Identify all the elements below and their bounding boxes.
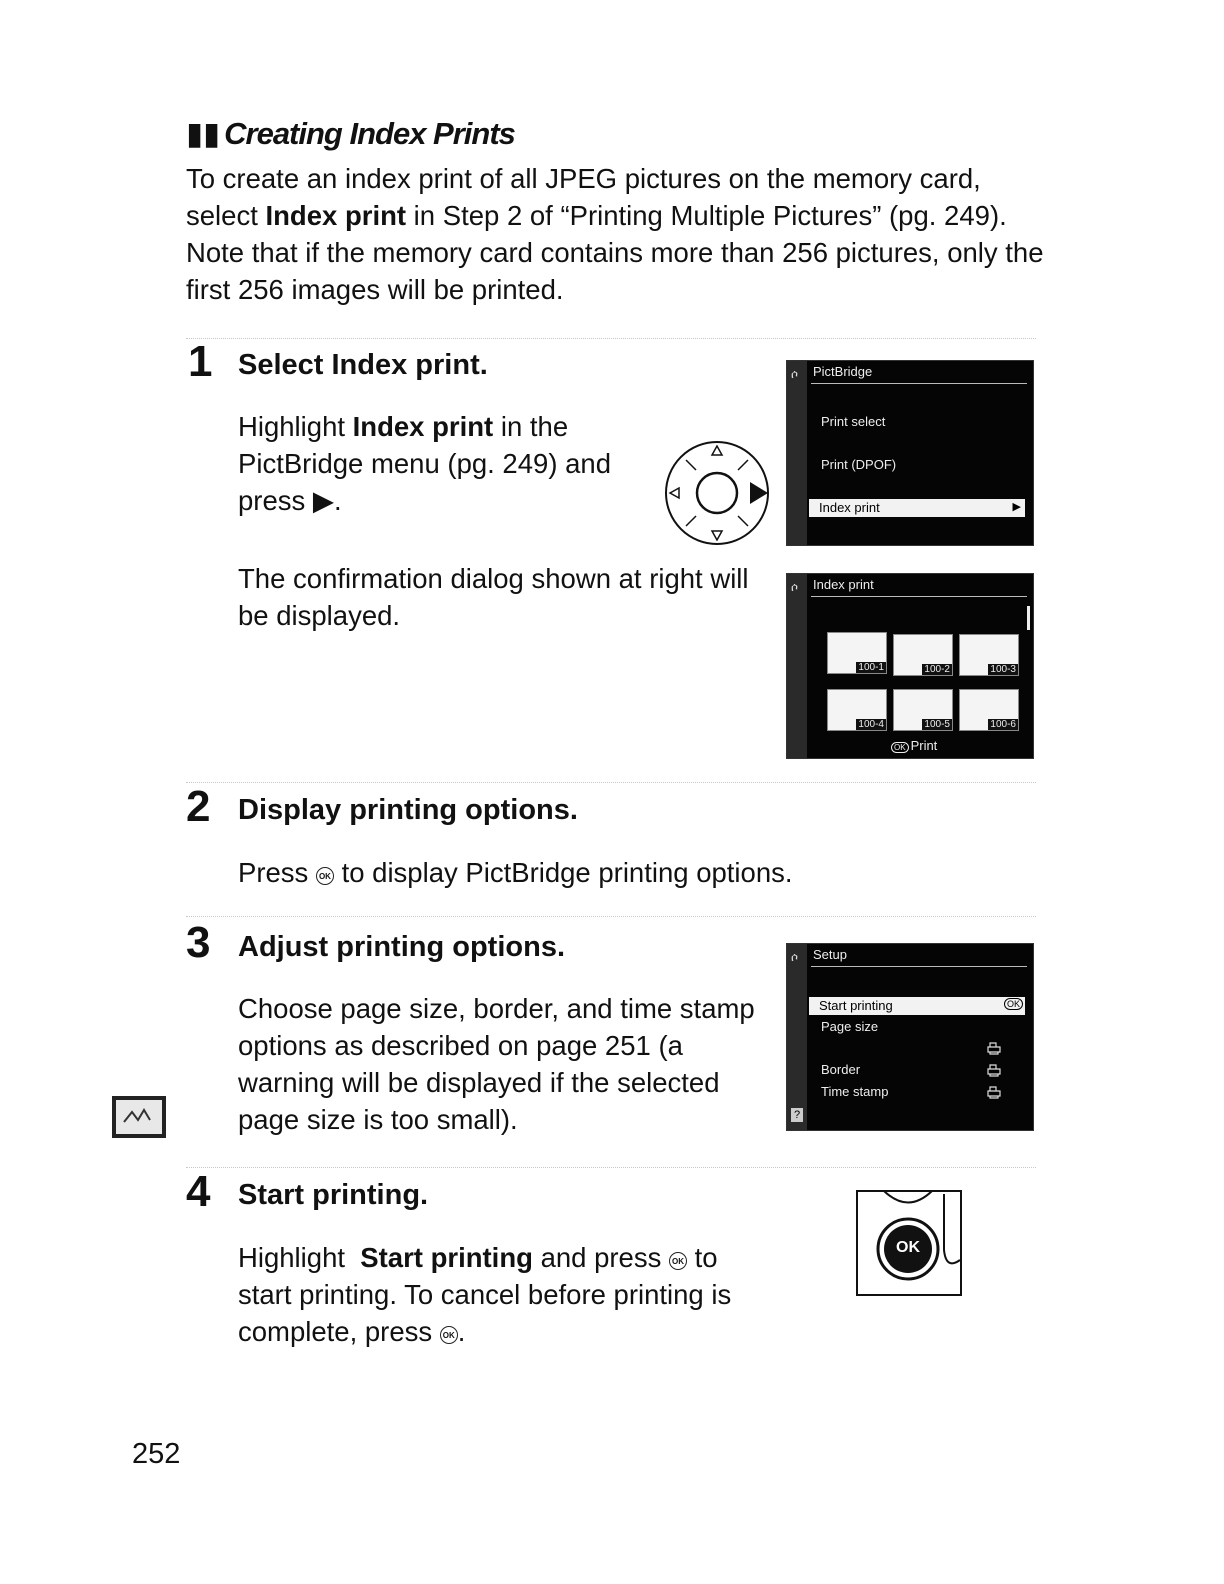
ok-button-icon: OK: [1004, 998, 1023, 1010]
ok-button-icon: OK: [669, 1252, 687, 1270]
step-1-title-post: .: [479, 349, 488, 381]
screen-title: Index print: [813, 577, 874, 592]
thumbnail[interactable]: [827, 632, 887, 674]
step-2-number: 2: [186, 782, 211, 831]
ok-button-label[interactable]: OK: [896, 1239, 920, 1256]
intro-text: To create an index print of all JPEG pictures on the memory card, select: [186, 163, 981, 231]
thumbnail[interactable]: [893, 634, 953, 676]
step-2-text-pre: Press: [238, 857, 316, 888]
menu-item-time-stamp[interactable]: Time stamp: [821, 1084, 889, 1099]
menu-item-index-print[interactable]: [809, 499, 1025, 517]
menu-item-label: Start printing: [819, 998, 893, 1013]
thumbnail-label: 100-4: [858, 719, 884, 730]
step-2-text-post: to display PictBridge printing options.: [333, 857, 793, 888]
intro-text-rest: in Step 2 of “Printing Multiple Pictures” (pg. 249). Note that if the memory card contains more than 256 pictures, only the first 256 images will be printed.: [186, 200, 1044, 305]
menu-item-page-size[interactable]: Page size: [821, 1019, 879, 1034]
step-2-text: [238, 854, 998, 891]
ok-button-illustration: [856, 1190, 964, 1298]
screen-sidebar: [787, 574, 807, 758]
title-underline: [811, 966, 1027, 967]
help-icon[interactable]: ?: [791, 1108, 803, 1122]
step-2-title: Display printing options.: [238, 794, 578, 826]
title-underline: [811, 383, 1027, 384]
section-marker: ▮▮: [186, 116, 221, 151]
step-1-text-post: in the PictBridge menu (pg. 249) and press ▶.: [238, 411, 611, 516]
step-1-text-pre: Highlight: [238, 411, 353, 442]
index-print-screen: [786, 573, 1034, 759]
setup-screen: [786, 943, 1034, 1131]
thumbnail-label: 100-5: [924, 719, 950, 730]
printer-default-icon: [987, 1085, 1001, 1099]
step-1-text: [238, 408, 648, 519]
screen-sidebar: [787, 944, 807, 1130]
multi-selector-icon: [662, 438, 772, 548]
thumbnail-label: 100-3: [990, 664, 1016, 675]
menu-item-print-select[interactable]: Print select: [821, 414, 886, 429]
thumbnail[interactable]: [959, 689, 1019, 731]
ok-print-hint: [891, 738, 937, 753]
menu-item-border[interactable]: Border: [821, 1062, 861, 1077]
print-chapter-tab-icon: [112, 1096, 166, 1138]
step-1-title-pre: Select: [238, 349, 332, 381]
step-3-number: 3: [186, 918, 211, 967]
right-arrow-icon: ▶: [1012, 501, 1021, 513]
screen-title: Setup: [813, 947, 847, 962]
printer-default-icon: [987, 1041, 1001, 1055]
thumbnail-label: 100-6: [990, 719, 1016, 730]
section-title: [186, 116, 515, 152]
ok-print-label: Print: [910, 738, 938, 753]
step-4-text-bold: Start printing: [360, 1242, 533, 1273]
divider: [186, 1167, 1036, 1168]
step-1-text-2: The confirmation dialog shown at right will be displayed.: [238, 563, 749, 631]
step-4-text-mid2: to start printing. To cancel before printing is complete, press: [238, 1242, 732, 1347]
printer-default-icon: [987, 1063, 1001, 1077]
menu-item-print-dpof[interactable]: Print (DPOF): [821, 457, 897, 472]
divider: [186, 916, 1036, 917]
step-3-title: Adjust printing options.: [238, 931, 566, 963]
scrollbar[interactable]: [1027, 606, 1030, 630]
ok-button-icon: OK: [316, 867, 334, 885]
thumbnail[interactable]: [827, 689, 887, 731]
step-4-text: [238, 1239, 778, 1350]
screen-title: PictBridge: [813, 364, 873, 379]
section-title-text: Creating Index Prints: [224, 116, 515, 151]
ok-button-icon: OK: [440, 1326, 458, 1344]
page-number: 252: [132, 1438, 181, 1470]
intro-bold: Index print: [265, 200, 407, 231]
thumbnail-label: 100-2: [924, 664, 950, 675]
thumbnail[interactable]: [893, 689, 953, 731]
menu-item-start-printing[interactable]: [809, 997, 1025, 1015]
intro-paragraph: [186, 160, 1046, 308]
divider: [186, 338, 1036, 339]
step-1-title-bold: Index print: [331, 349, 480, 381]
step-4-number: 4: [186, 1167, 211, 1216]
printer-icon: ሶ: [791, 950, 799, 964]
thumbnail[interactable]: [959, 634, 1019, 676]
step-3-text: Choose page size, border, and time stamp options as described on page 251 (a warning will be displayed if the selected page size is too small).: [238, 993, 755, 1135]
step-1-text-bold: Index print: [352, 411, 494, 442]
thumbnail-label: 100-1: [858, 662, 884, 673]
printer-icon: ሶ: [791, 580, 799, 594]
step-4-text-mid: and press: [532, 1242, 669, 1273]
printer-icon: ሶ: [791, 367, 799, 381]
step-4-text-post: .: [457, 1316, 466, 1347]
step-1-title: [238, 349, 488, 382]
pictbridge-menu-screen: [786, 360, 1034, 546]
divider: [186, 782, 1036, 783]
ok-button-icon: OK: [891, 742, 909, 753]
screen-sidebar: [787, 361, 807, 545]
step-4-title: Start printing.: [238, 1179, 429, 1211]
step-4-text-pre: Highlight: [238, 1242, 361, 1273]
menu-item-label: Index print: [819, 500, 880, 515]
title-underline: [811, 596, 1027, 597]
step-1-number: 1: [188, 337, 213, 386]
